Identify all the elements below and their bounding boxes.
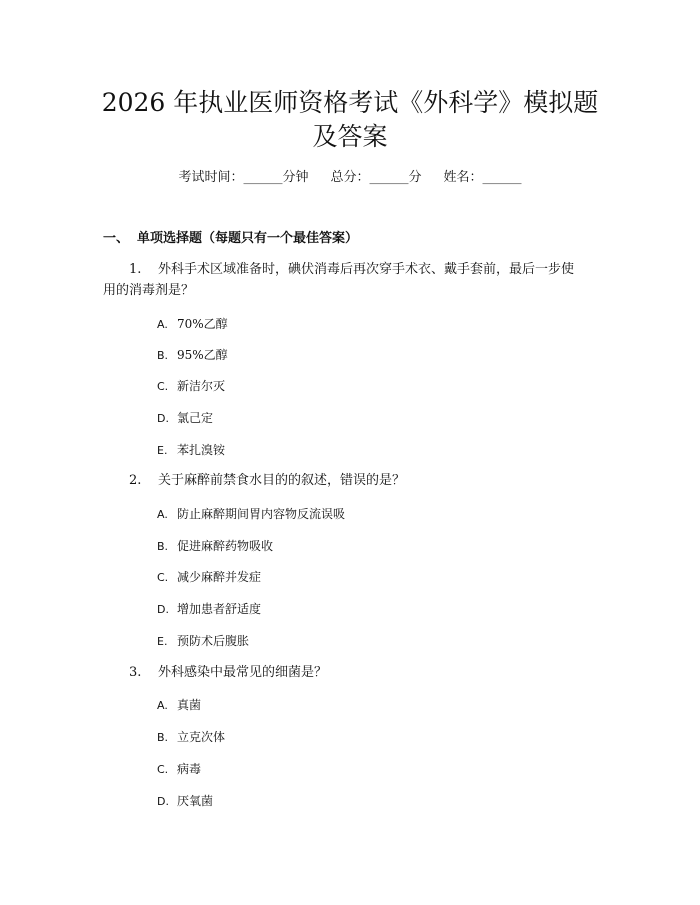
question-text: 外科感染中最常见的细菌是？ xyxy=(158,665,328,680)
option-b xyxy=(157,346,228,365)
option-c xyxy=(157,377,225,396)
option-b xyxy=(157,537,273,556)
option-text: 新洁尔灭 xyxy=(177,379,226,393)
option-a xyxy=(157,696,201,715)
option-letter: C. xyxy=(157,380,169,393)
option-e xyxy=(157,632,249,651)
option-d xyxy=(157,792,213,811)
option-text: 立克次体 xyxy=(177,730,226,744)
option-letter: C. xyxy=(157,763,169,776)
option-b xyxy=(157,728,225,747)
question-number: 3. xyxy=(129,665,142,680)
option-letter: C. xyxy=(157,571,169,584)
question-text: 关于麻醉前禁食水目的的叙述，错误的是？ xyxy=(158,473,406,488)
option-text: 病毒 xyxy=(177,762,202,776)
option-text: 真菌 xyxy=(177,698,202,712)
question-text: 外科手术区域准备时，碘伏消毒后再次穿手术衣、戴手套前，最后一步使 xyxy=(158,262,575,277)
option-text: 氯己定 xyxy=(177,411,214,425)
option-text: 促进麻醉药物吸收 xyxy=(177,539,274,553)
option-text: 厌氧菌 xyxy=(177,794,214,808)
option-letter: A. xyxy=(157,699,168,712)
option-e xyxy=(157,441,225,460)
option-d xyxy=(157,409,213,428)
question-number: 1. xyxy=(129,262,142,277)
option-letter: D. xyxy=(157,412,169,425)
option-c xyxy=(157,568,261,587)
section-number: 一、 xyxy=(103,231,130,246)
option-letter: A. xyxy=(157,318,168,331)
exam-info xyxy=(0,169,700,187)
name-field: 姓名：______ xyxy=(443,170,522,185)
option-text: 70%乙醇 xyxy=(177,317,228,331)
option-letter: D. xyxy=(157,603,169,616)
option-text: 95%乙醇 xyxy=(177,348,228,362)
option-letter: D. xyxy=(157,795,169,808)
total-score-field: 总分：______分 xyxy=(330,170,422,185)
option-letter: B. xyxy=(157,731,169,744)
option-text: 预防术后腹胀 xyxy=(177,634,250,648)
document-title-continued: 及答案 xyxy=(312,122,388,151)
option-a xyxy=(157,505,345,524)
question-number: 2. xyxy=(129,473,142,488)
option-c xyxy=(157,760,201,779)
option-text: 苯扎溴铵 xyxy=(177,443,226,457)
option-text: 增加患者舒适度 xyxy=(177,602,262,616)
section-heading xyxy=(103,230,358,248)
option-d xyxy=(157,600,261,619)
exam-time-field: 考试时间：______分钟 xyxy=(178,170,309,185)
question-text-continued: 用的消毒剂是？ xyxy=(103,283,195,298)
option-text: 减少麻醉并发症 xyxy=(177,570,262,584)
option-letter: B. xyxy=(157,540,169,553)
section-title: 单项选择题（每题只有一个最佳答案） xyxy=(137,231,359,246)
document-title: 2026 年执业医师资格考试《外科学》模拟题 xyxy=(101,88,599,117)
option-letter: E. xyxy=(157,635,168,648)
option-a xyxy=(157,315,228,334)
option-text: 防止麻醉期间胃内容物反流误吸 xyxy=(177,507,346,521)
option-letter: B. xyxy=(157,349,169,362)
option-letter: A. xyxy=(157,508,168,521)
option-letter: E. xyxy=(157,444,168,457)
